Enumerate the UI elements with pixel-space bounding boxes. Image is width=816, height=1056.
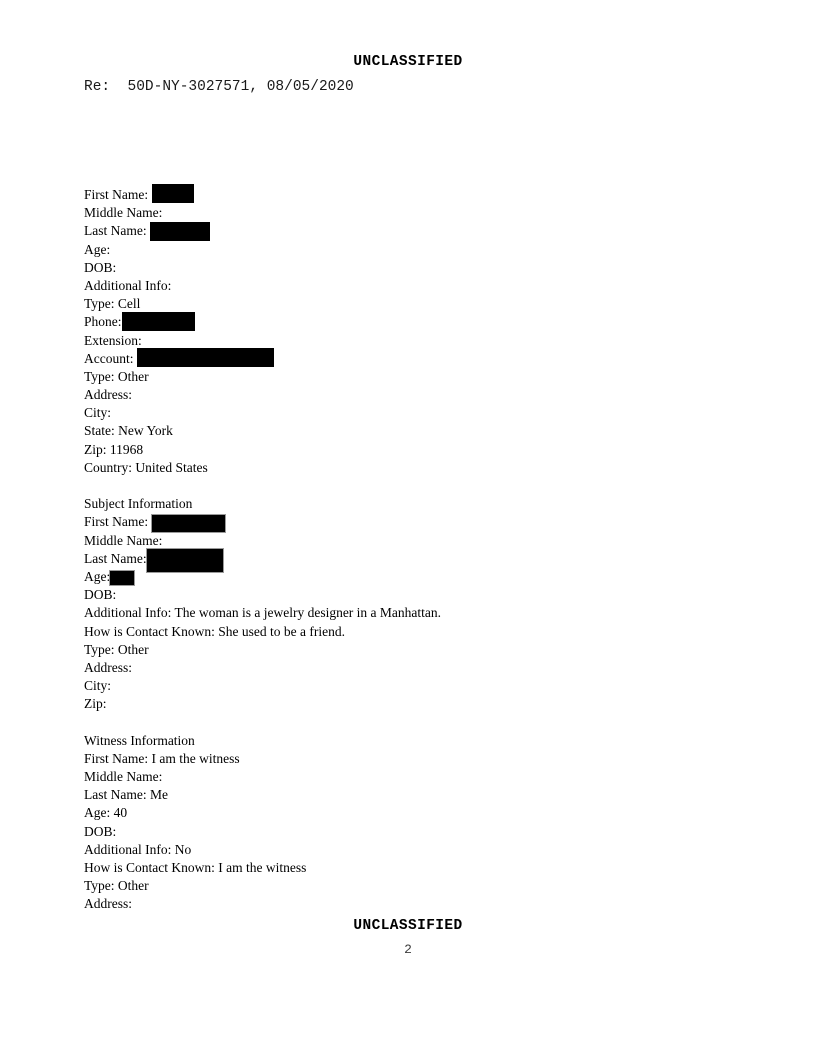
- field-line: [84, 259, 786, 277]
- field-line: [84, 295, 786, 313]
- document-section: [84, 186, 786, 477]
- field-text: Additional Info: The woman is a jewelry designer in a Manhattan.: [84, 605, 442, 621]
- redaction-bar: [147, 549, 223, 572]
- section-title: Witness Information: [84, 732, 195, 748]
- section-title: Subject Information: [84, 496, 193, 512]
- field-line: [84, 659, 786, 677]
- field-text: How is Contact Known: I am the witness: [84, 859, 307, 875]
- field-text: City:: [84, 405, 112, 421]
- field-text: Type: Other: [84, 368, 149, 384]
- field-text: Address:: [84, 387, 132, 403]
- field-line: [84, 641, 786, 659]
- field-line: [84, 459, 786, 477]
- field-line: [84, 404, 786, 422]
- field-line: [84, 513, 786, 531]
- field-text: DOB:: [84, 587, 117, 603]
- field-line: [84, 241, 786, 259]
- field-line: [84, 768, 786, 786]
- field-text: Phone:: [84, 314, 122, 330]
- field-line: [84, 695, 786, 713]
- field-line: [84, 677, 786, 695]
- field-text: Age:: [84, 241, 111, 257]
- redaction-bar: [137, 348, 274, 367]
- field-text: First Name:: [84, 187, 152, 202]
- field-line: [84, 604, 786, 622]
- field-text: Account:: [84, 350, 137, 366]
- field-text: First Name:: [84, 514, 152, 530]
- field-text: Age: 40: [84, 805, 128, 821]
- field-text: Middle Name:: [84, 532, 163, 548]
- field-text: Zip: 11968: [84, 441, 144, 457]
- document-section: [84, 495, 786, 713]
- field-line: [84, 877, 786, 895]
- field-text: Additional Info:: [84, 277, 172, 293]
- field-line: [84, 350, 786, 368]
- field-line: [84, 823, 786, 841]
- field-text: State: New York: [84, 423, 173, 439]
- field-text: Address:: [84, 659, 132, 675]
- document-section: [84, 732, 786, 914]
- field-line: [84, 441, 786, 459]
- field-line: [84, 623, 786, 641]
- field-line: [84, 586, 786, 604]
- field-line: [84, 204, 786, 222]
- field-text: Zip:: [84, 696, 107, 712]
- redaction-bar: [122, 312, 195, 331]
- field-text: Middle Name:: [84, 205, 163, 221]
- field-line: [84, 786, 786, 804]
- case-reference-line: Re: 50D-NY-3027571, 08/05/2020: [84, 79, 354, 95]
- field-line: [84, 313, 786, 331]
- field-line: [84, 422, 786, 440]
- field-text: Last Name:: [84, 550, 147, 566]
- field-line: [84, 186, 786, 204]
- page-number: 2: [404, 942, 412, 957]
- field-text: Middle Name:: [84, 769, 163, 784]
- field-line: [84, 386, 786, 404]
- field-line: [84, 841, 786, 859]
- field-text: Type: Other: [84, 641, 149, 657]
- field-text: Additional Info: No: [84, 841, 192, 857]
- field-text: Age:: [84, 568, 111, 584]
- field-text: Last Name: Me: [84, 787, 168, 803]
- field-text: DOB:: [84, 259, 117, 275]
- header-classification-banner: UNCLASSIFIED: [353, 54, 463, 70]
- field-line: [84, 368, 786, 386]
- field-line: [84, 222, 786, 240]
- field-text: Last Name:: [84, 223, 150, 239]
- field-text: Extension:: [84, 332, 142, 348]
- field-line: [84, 750, 786, 768]
- field-line: [84, 332, 786, 350]
- footer-classification-banner: UNCLASSIFIED: [353, 918, 463, 934]
- field-line: [84, 804, 786, 822]
- field-text: Country: United States: [84, 459, 208, 475]
- field-text: Type: Cell: [84, 296, 141, 312]
- redaction-bar: [152, 184, 194, 203]
- redaction-bar: [110, 571, 134, 585]
- field-line: [84, 550, 786, 568]
- field-line: [84, 532, 786, 550]
- field-text: Type: Other: [84, 878, 149, 894]
- field-line: [84, 895, 786, 913]
- redaction-bar: [152, 515, 225, 532]
- field-line: [84, 859, 786, 877]
- field-line: [84, 277, 786, 295]
- field-text: First Name: I am the witness: [84, 750, 240, 766]
- field-text: How is Contact Known: She used to be a friend.: [84, 623, 345, 639]
- field-text: City:: [84, 678, 112, 694]
- document-body: [84, 186, 786, 914]
- field-text: Address:: [84, 896, 132, 912]
- field-text: DOB:: [84, 823, 117, 839]
- redaction-bar: [150, 222, 210, 241]
